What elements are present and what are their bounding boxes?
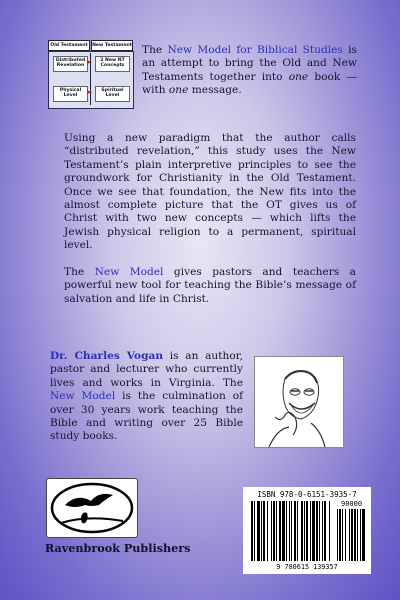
barcode-bar bbox=[289, 501, 290, 561]
barcode-bar bbox=[319, 501, 320, 561]
isbn-addon-code: 90000 bbox=[341, 500, 363, 508]
author-text: is the culmination of over 30 years work teaching the Bible and writing over 25 Bible study books. bbox=[50, 390, 243, 443]
barcode-bar bbox=[312, 501, 315, 561]
barcode-addon-bar bbox=[362, 509, 365, 561]
barcode-bar bbox=[304, 501, 305, 561]
barcode-addon-bar bbox=[339, 509, 341, 561]
barcode-bar bbox=[276, 501, 277, 561]
diagram-old-testament-label: Old Testament bbox=[48, 40, 90, 51]
testament-diagram bbox=[48, 40, 134, 108]
isbn-label: ISBN 978-0-6151-3935-7 bbox=[257, 490, 357, 499]
tool-paragraph bbox=[64, 266, 356, 306]
barcode-addon-bar bbox=[360, 509, 361, 561]
barcode-addon-bar bbox=[337, 509, 338, 561]
barcode-bar bbox=[267, 501, 268, 561]
diagram-new-testament-label: New Testament bbox=[91, 40, 133, 51]
book-title: New Model for Biblical Studies bbox=[167, 44, 343, 56]
barcode-bar bbox=[261, 501, 262, 561]
barcode-bar bbox=[257, 501, 260, 561]
barcode-addon-bar bbox=[345, 509, 346, 561]
barcode-bar bbox=[294, 501, 296, 561]
intro-text: The bbox=[142, 44, 168, 56]
diagram-new-concepts: 2 New NT Concepts bbox=[95, 56, 130, 72]
barcode-bar bbox=[316, 501, 318, 561]
diagram-arrow-icon: ► bbox=[87, 58, 93, 66]
barcode-bar bbox=[254, 501, 255, 561]
isbn-barcode bbox=[243, 487, 371, 574]
barcode-bar bbox=[310, 501, 311, 561]
description-paragraph: Using a new paradigm that the author calls “distributed revelation,” this study uses the New Testament’s plain interpretive principles to see the groundwork for Christianity in the Old Testament. Once we see that foundation, the New fits into the almost complete picture that the OT gives us of Christ with two new concepts — which lifts the Jewish physical religion to a permanent, spiritual level. bbox=[64, 132, 356, 252]
intro-paragraph bbox=[142, 44, 357, 98]
intro-text: is an attempt to bring the Old and New Testaments together into bbox=[142, 44, 357, 83]
barcode-bar bbox=[279, 501, 281, 561]
diagram-arrow-icon: ► bbox=[87, 88, 93, 96]
barcode-bar bbox=[271, 501, 272, 561]
new-model-text: New Model bbox=[94, 266, 164, 278]
intro-text: book — with bbox=[142, 70, 357, 97]
barcode-bar bbox=[263, 501, 265, 561]
author-paragraph bbox=[50, 350, 243, 444]
barcode-bar bbox=[286, 501, 287, 561]
barcode-bar bbox=[273, 501, 275, 561]
ravenbrook-logo bbox=[46, 478, 138, 538]
diagram-distributed-revelation: Distributed Revelation bbox=[53, 56, 88, 72]
barcode-bar bbox=[301, 501, 303, 561]
diagram-physical-level: Physical Level bbox=[53, 86, 88, 102]
intro-emphasis: one bbox=[288, 70, 309, 83]
barcode-digits: 9 780615 139357 bbox=[276, 563, 338, 571]
barcode-addon-bar bbox=[351, 509, 353, 561]
tool-text: The bbox=[64, 266, 95, 278]
publisher-name: Ravenbrook Publishers bbox=[45, 541, 191, 555]
barcode-addon-bar bbox=[342, 509, 343, 561]
intro-text: message. bbox=[188, 84, 242, 97]
barcode-addon-bar bbox=[349, 509, 350, 561]
author-portrait bbox=[254, 356, 344, 448]
barcode-bar bbox=[324, 501, 326, 561]
barcode-bar bbox=[251, 501, 253, 561]
barcode-bar bbox=[329, 501, 330, 561]
intro-emphasis: one bbox=[168, 84, 189, 97]
barcode-bar bbox=[322, 501, 323, 561]
barcode-bar bbox=[282, 501, 285, 561]
diagram-spiritual-level: Spiritual Level bbox=[95, 86, 130, 102]
barcode-addon-bar bbox=[357, 509, 358, 561]
author-name: Dr. Charles Vogan bbox=[50, 350, 164, 362]
new-model-text: New Model bbox=[50, 390, 116, 403]
author-text: is an author, pastor and lecturer who currently lives and works in Virginia. The bbox=[50, 350, 243, 389]
barcode-bar bbox=[291, 501, 292, 561]
barcode-bar bbox=[297, 501, 298, 561]
barcode-bar bbox=[306, 501, 308, 561]
barcode-addon-bar bbox=[354, 509, 356, 561]
tool-text: gives pastors and teachers a powerful new tool for teaching the Bible’s message of salvation and life in Christ. bbox=[64, 266, 356, 305]
